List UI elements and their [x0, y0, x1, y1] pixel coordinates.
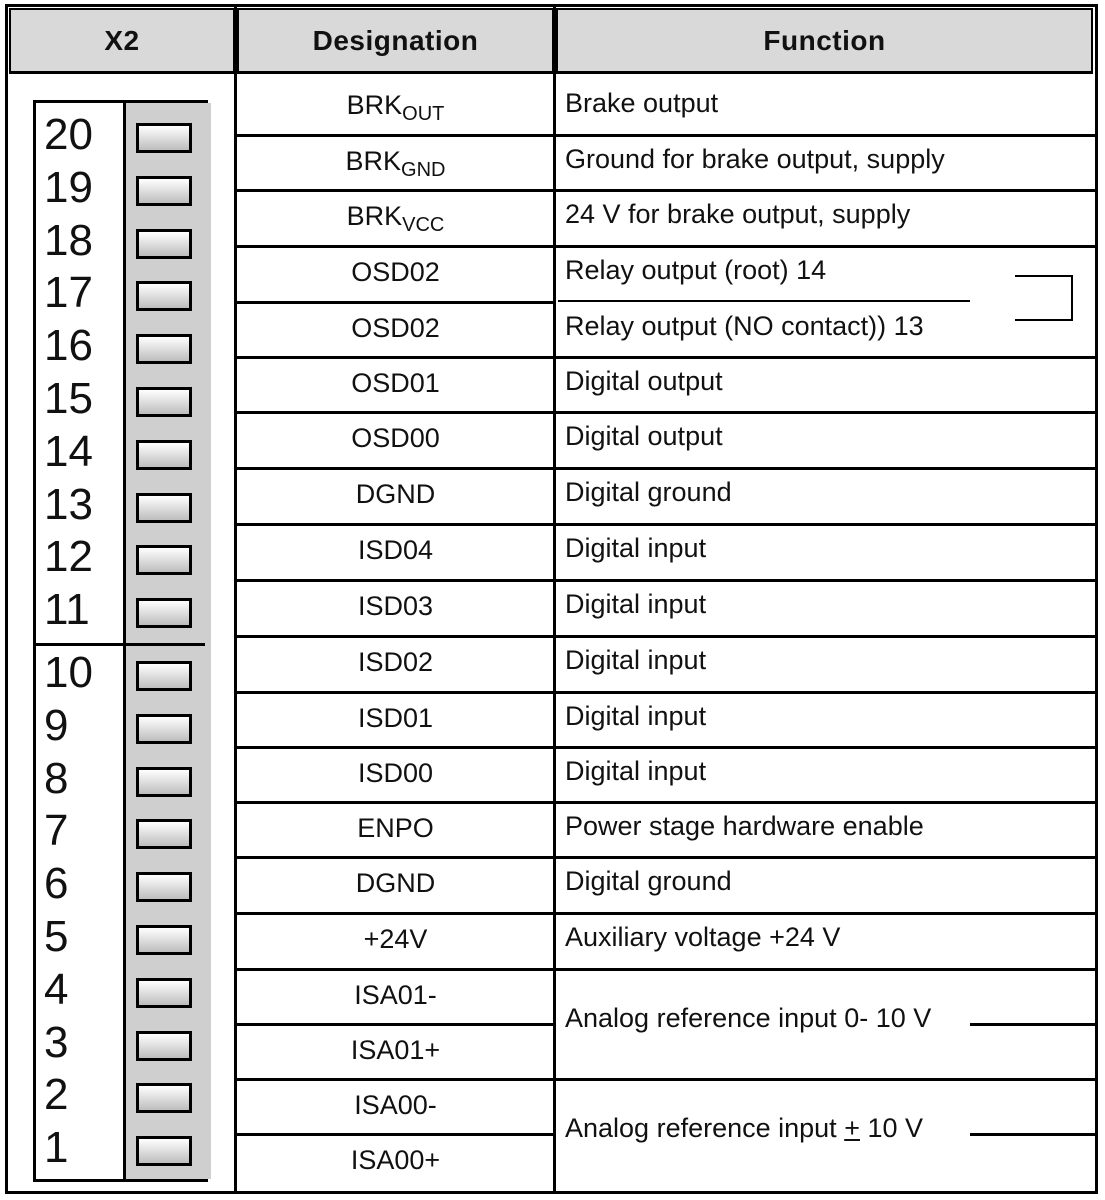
row-divider: [237, 1023, 554, 1026]
pin-terminal-icon: [136, 1083, 192, 1113]
pin-number: 3: [44, 1017, 69, 1067]
function-cell: 24 V for brake output, supply: [565, 199, 911, 229]
row-divider: [237, 746, 554, 749]
row-divider: [556, 746, 1095, 749]
designation-text: ISA00+: [350, 1145, 441, 1175]
designation-text: DGND: [355, 479, 436, 509]
row-divider: [556, 523, 1095, 526]
function-cell: Ground for brake output, supply: [565, 144, 945, 174]
connector-terminal-strip: [123, 103, 211, 1179]
designation-text: ISD03: [357, 591, 434, 621]
designation-text: ISA00-: [354, 1090, 437, 1120]
row-divider: [237, 189, 554, 192]
designation-text: ISD00: [357, 758, 434, 788]
row-divider: [556, 912, 1095, 915]
row-divider: [556, 1078, 1095, 1081]
function-cell: Digital input: [565, 533, 707, 563]
pin-number: 7: [44, 806, 69, 856]
pin-number: 2: [44, 1070, 69, 1120]
analog2-text: Analog reference input: [565, 1113, 845, 1143]
designation-cell: [237, 90, 554, 126]
function-cell: Brake output: [565, 88, 719, 118]
row-divider: [237, 134, 554, 137]
row-divider: [237, 968, 554, 971]
designation-text: OSD00: [351, 423, 440, 453]
pin-terminal-icon: [136, 978, 192, 1008]
row-divider: [237, 356, 554, 359]
function-cell: Digital input: [565, 701, 707, 731]
pin-terminal-icon: [136, 334, 192, 364]
function-cell: Digital input: [565, 645, 707, 675]
designation-cell: [237, 1090, 554, 1121]
analog1-lead-line: [970, 1023, 1095, 1026]
pin-terminal-icon: [136, 714, 192, 744]
row-divider: [237, 523, 554, 526]
designation-subscript: GND: [401, 159, 446, 181]
pin-number: 16: [44, 321, 93, 371]
row-divider: [237, 467, 554, 470]
row-divider: [237, 245, 554, 248]
row-divider: [237, 1133, 554, 1136]
pin-terminal-icon: [136, 925, 192, 955]
function-cell: Digital input: [565, 756, 707, 786]
pin-terminal-icon: [136, 1031, 192, 1061]
header-function: Function: [556, 8, 1093, 74]
designation-cell: [237, 591, 554, 622]
function-cell: Auxiliary voltage +24 V: [565, 922, 841, 952]
designation-text: DGND: [355, 868, 436, 898]
pin-terminal-icon: [136, 545, 192, 575]
merged-function-analog2: [565, 1113, 923, 1144]
pin-terminal-icon: [136, 387, 192, 417]
designation-cell: [237, 313, 554, 344]
designation-cell: [237, 423, 554, 454]
designation-cell: [237, 647, 554, 678]
designation-text: ISD02: [357, 647, 434, 677]
designation-text: BRK: [346, 90, 403, 120]
function-cell: Digital output: [565, 366, 723, 396]
pin-terminal-icon: [136, 229, 192, 259]
pin-number: 10: [44, 648, 93, 697]
pin-number: 9: [44, 700, 69, 750]
pin-number: 6: [44, 859, 69, 909]
function-cell: Digital ground: [565, 477, 732, 507]
pin-terminal-icon: [136, 176, 192, 206]
designation-cell: [237, 758, 554, 789]
designation-cell: [237, 479, 554, 510]
row-divider: [556, 411, 1095, 414]
pin-terminal-icon: [136, 661, 192, 691]
row-divider: [556, 968, 1095, 971]
designation-text: OSD02: [351, 313, 440, 343]
function-cell: Digital output: [565, 421, 723, 451]
designation-text: ENPO: [357, 813, 434, 843]
row-divider: [237, 411, 554, 414]
pin-terminal-icon: [136, 598, 192, 628]
pin-number: 14: [44, 426, 93, 476]
pin-terminal-icon: [136, 1136, 192, 1166]
row-divider: [237, 801, 554, 804]
row-divider: [237, 856, 554, 859]
function-cell: Relay output (root) 14: [565, 255, 827, 285]
pin-number: 18: [44, 215, 93, 265]
connector-block-divider: [36, 643, 205, 646]
designation-text: BRK: [345, 146, 402, 176]
pin-terminal-icon: [136, 872, 192, 902]
designation-subscript: VCC: [402, 214, 445, 236]
row-divider: [556, 245, 1095, 248]
row-divider: [556, 134, 1095, 137]
pin-terminal-icon: [136, 440, 192, 470]
relay-separator: [558, 300, 970, 302]
pin-number: 11: [44, 585, 90, 635]
pin-number: 1: [44, 1123, 69, 1173]
row-divider: [556, 579, 1095, 582]
pin-number: 8: [44, 753, 69, 803]
pin-terminal-icon: [136, 767, 192, 797]
row-divider: [556, 801, 1095, 804]
plus-minus-sign: +: [844, 1113, 860, 1143]
designation-cell: [237, 924, 554, 955]
merged-function-analog1: Analog reference input 0- 10 V: [565, 1003, 932, 1033]
designation-cell: [237, 535, 554, 566]
analog2-lead-line: [970, 1133, 1095, 1136]
designation-cell: [237, 980, 554, 1011]
pin-number: 12: [44, 532, 93, 582]
designation-subscript: OUT: [402, 103, 445, 125]
designation-cell: [237, 1035, 554, 1066]
row-divider: [237, 912, 554, 915]
designation-text: OSD01: [351, 368, 440, 398]
designation-text: ISD01: [357, 703, 434, 733]
function-cell: Digital ground: [565, 866, 732, 896]
pin-terminal-icon: [136, 281, 192, 311]
row-divider: [556, 356, 1095, 359]
row-divider: [556, 189, 1095, 192]
designation-text: BRK: [346, 201, 403, 231]
designation-cell: [237, 201, 554, 237]
row-divider: [237, 1078, 554, 1081]
function-cell: Digital input: [565, 589, 707, 619]
pin-terminal-icon: [136, 123, 192, 153]
relay-contact-icon: [1015, 275, 1073, 321]
designation-text: OSD02: [351, 257, 440, 287]
pin-terminal-icon: [136, 493, 192, 523]
pin-terminal-icon: [136, 819, 192, 849]
header-x2: X2: [9, 8, 235, 74]
designation-cell: [237, 146, 554, 182]
row-divider: [237, 301, 554, 304]
row-divider: [556, 691, 1095, 694]
row-divider: [237, 635, 554, 638]
designation-text: +24V: [363, 924, 428, 954]
pin-number: 17: [44, 268, 93, 318]
pin-number: 4: [44, 964, 69, 1014]
analog2-unit: 10 V: [859, 1113, 924, 1143]
designation-text: ISD04: [357, 535, 434, 565]
designation-text: ISA01-: [354, 980, 437, 1010]
row-divider: [556, 467, 1095, 470]
designation-cell: [237, 368, 554, 399]
designation-cell: [237, 257, 554, 288]
function-cell: Relay output (NO contact)) 13: [565, 311, 924, 341]
designation-cell: [237, 813, 554, 844]
designation-text: ISA01+: [350, 1035, 441, 1065]
row-divider: [556, 635, 1095, 638]
connector-diagram: [33, 100, 208, 1182]
row-divider: [237, 579, 554, 582]
pin-number: 20: [44, 110, 93, 159]
designation-cell: [237, 1145, 554, 1176]
row-divider: [556, 856, 1095, 859]
row-divider: [237, 691, 554, 694]
header-designation: Designation: [237, 8, 554, 74]
pin-number: 19: [44, 162, 93, 212]
pin-number: 15: [44, 374, 93, 423]
pin-number: 5: [44, 912, 69, 961]
pin-number: 13: [44, 479, 93, 529]
designation-cell: [237, 703, 554, 734]
designation-cell: [237, 868, 554, 899]
function-cell: Power stage hardware enable: [565, 811, 924, 841]
